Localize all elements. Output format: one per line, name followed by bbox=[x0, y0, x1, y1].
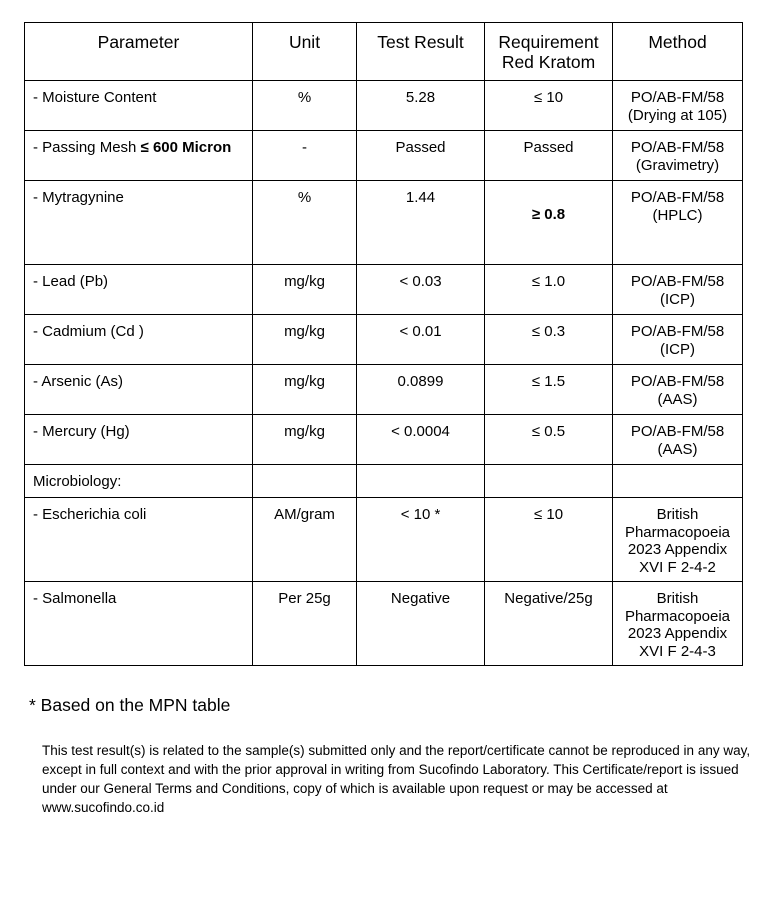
empty-cell bbox=[253, 465, 357, 498]
method-cell bbox=[613, 81, 742, 124]
method-cell bbox=[613, 498, 742, 576]
table-row bbox=[25, 315, 743, 365]
header-parameter: Parameter bbox=[25, 23, 253, 81]
result-cell: < 0.03 bbox=[399, 273, 442, 290]
method-line: PO/AB-FM/58 bbox=[630, 323, 725, 340]
requirement-cell: ≤ 1.0 bbox=[531, 273, 566, 290]
unit-cell: AM/gram bbox=[274, 506, 335, 523]
method-line: British bbox=[656, 506, 699, 523]
method-line: 2023 Appendix bbox=[627, 541, 728, 558]
method-line: (AAS) bbox=[657, 390, 698, 408]
method-line: (AAS) bbox=[657, 440, 698, 458]
parameter-cell: - Moisture Content bbox=[33, 89, 157, 106]
method-line: (ICP) bbox=[660, 340, 695, 358]
method-line: (ICP) bbox=[660, 290, 695, 308]
unit-cell: % bbox=[297, 89, 312, 106]
requirement-cell: ≤ 10 bbox=[533, 506, 564, 523]
parameter-cell bbox=[25, 131, 252, 157]
header-requirement-line1: Requirement bbox=[498, 32, 599, 52]
result-cell: 0.0899 bbox=[397, 373, 444, 390]
parameter-bold: ≤ 600 Micron bbox=[140, 139, 232, 156]
header-requirement-line2: Red Kratom bbox=[501, 52, 596, 72]
footnote: * Based on the MPN table bbox=[29, 695, 231, 715]
disclaimer-text: This test result(s) is related to the sample(s) submitted only and the report/certificate cannot be reproduced in any way, except in full context and with the prior approval in writing from Sucofindo Laboratory. This Certificate/report is issued under our General Terms and Conditions, copy of which is available upon request or may be accessed at www.sucofindo.co.id bbox=[42, 743, 751, 815]
result-cell: 5.28 bbox=[405, 89, 436, 106]
requirement-cell: ≤ 10 bbox=[533, 89, 564, 106]
header-requirement bbox=[485, 23, 613, 81]
method-line: Pharmacopoeia bbox=[624, 607, 731, 625]
requirement-cell: ≤ 0.3 bbox=[531, 323, 566, 340]
method-line: (Drying at 105) bbox=[627, 106, 728, 124]
requirement-cell: ≤ 0.5 bbox=[531, 423, 566, 440]
parameter-cell: - Lead (Pb) bbox=[33, 273, 109, 290]
parameter-cell: - Mytragynine bbox=[33, 189, 124, 206]
section-row-microbiology bbox=[25, 465, 743, 498]
result-cell: < 0.01 bbox=[399, 323, 442, 340]
table-row bbox=[25, 415, 743, 465]
parameter-cell: - Escherichia coli bbox=[33, 506, 147, 523]
unit-cell: - bbox=[302, 139, 307, 156]
method-cell bbox=[613, 415, 742, 458]
method-line: PO/AB-FM/58 bbox=[630, 139, 725, 156]
header-test-result: Test Result bbox=[357, 23, 485, 81]
header-unit: Unit bbox=[253, 23, 357, 81]
result-cell: Negative bbox=[390, 590, 451, 607]
requirement-cell: Negative/25g bbox=[504, 590, 593, 607]
empty-cell bbox=[357, 465, 485, 498]
requirement-cell: ≥ 0.8 bbox=[531, 206, 566, 223]
unit-cell: Per 25g bbox=[278, 590, 331, 607]
method-line: PO/AB-FM/58 bbox=[630, 373, 725, 390]
table-header-row bbox=[25, 23, 743, 81]
unit-cell: mg/kg bbox=[284, 323, 325, 340]
test-results-table bbox=[24, 22, 743, 666]
table-row bbox=[25, 582, 743, 666]
method-cell bbox=[613, 181, 742, 224]
requirement-cell: ≤ 1.5 bbox=[531, 373, 566, 390]
table-row bbox=[25, 265, 743, 315]
method-line: (HPLC) bbox=[652, 206, 703, 224]
result-cell: Passed bbox=[395, 139, 446, 156]
empty-cell bbox=[613, 465, 743, 498]
method-line: (Gravimetry) bbox=[635, 156, 720, 174]
method-cell bbox=[613, 365, 742, 408]
method-line: British bbox=[656, 590, 699, 607]
table-row bbox=[25, 81, 743, 131]
table-row bbox=[25, 498, 743, 582]
unit-cell: mg/kg bbox=[284, 273, 325, 290]
parameter-cell: - Arsenic (As) bbox=[33, 373, 124, 390]
table-row bbox=[25, 365, 743, 415]
method-line: PO/AB-FM/58 bbox=[630, 273, 725, 290]
unit-cell: mg/kg bbox=[284, 423, 325, 440]
parameter-cell: - Mercury (Hg) bbox=[33, 423, 130, 440]
header-method: Method bbox=[613, 23, 743, 81]
table-row bbox=[25, 181, 743, 265]
method-line: PO/AB-FM/58 bbox=[630, 423, 725, 440]
method-cell bbox=[613, 265, 742, 308]
method-line: XVI F 2-4-3 bbox=[639, 642, 716, 660]
method-cell bbox=[613, 315, 742, 358]
parameter-cell: - Salmonella bbox=[33, 590, 117, 607]
method-line: PO/AB-FM/58 bbox=[630, 189, 725, 206]
result-cell: 1.44 bbox=[405, 189, 436, 206]
method-cell bbox=[613, 131, 742, 174]
method-line: PO/AB-FM/58 bbox=[630, 89, 725, 106]
result-cell: < 0.0004 bbox=[391, 423, 450, 440]
unit-cell: % bbox=[297, 189, 312, 206]
result-cell: < 10 * bbox=[400, 506, 441, 523]
unit-cell: mg/kg bbox=[284, 373, 325, 390]
section-label: Microbiology: bbox=[33, 473, 122, 490]
requirement-cell: Passed bbox=[523, 139, 574, 156]
method-cell bbox=[613, 582, 742, 660]
method-line: Pharmacopoeia bbox=[624, 523, 731, 541]
empty-cell bbox=[485, 465, 613, 498]
method-line: XVI F 2-4-2 bbox=[639, 558, 716, 576]
parameter-cell: - Cadmium (Cd ) bbox=[33, 323, 144, 340]
parameter-prefix: - Passing Mesh bbox=[33, 139, 141, 156]
method-line: 2023 Appendix bbox=[627, 625, 728, 642]
table-row bbox=[25, 131, 743, 181]
